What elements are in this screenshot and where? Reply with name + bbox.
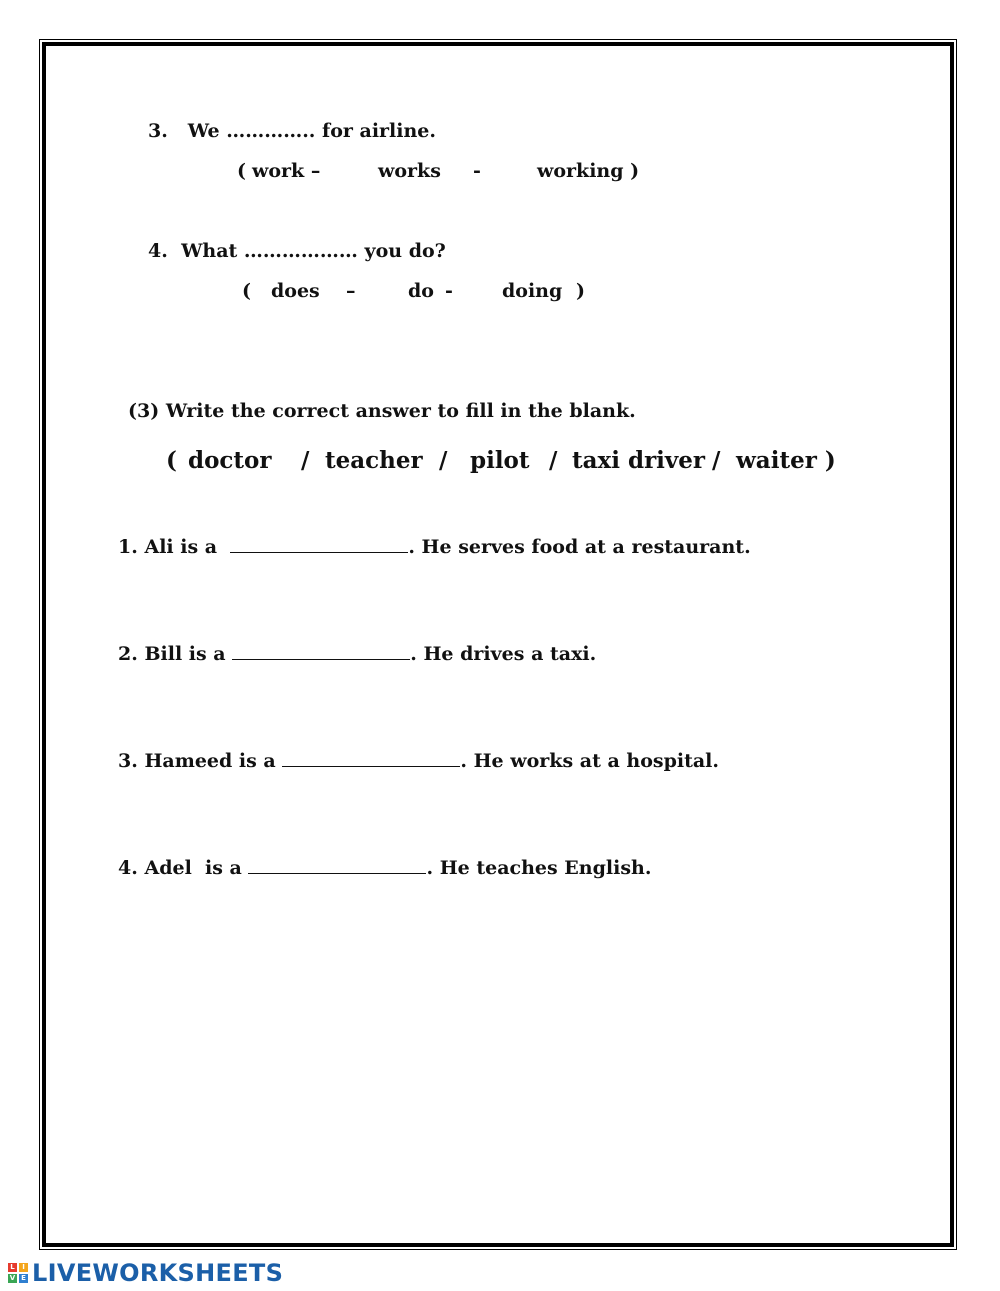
logo-block-v: V: [9, 1274, 16, 1282]
fill-item-4-after: . He teaches English.: [426, 857, 652, 879]
word-bank-teacher: teacher: [325, 447, 423, 474]
section-3-heading: (3) Write the correct answer to fill in the blank.: [128, 400, 636, 422]
q4-option-do[interactable]: do: [408, 280, 434, 302]
fill-item-3-blank[interactable]: [282, 748, 460, 767]
q3-option-works[interactable]: works: [378, 160, 441, 182]
word-bank-slash-3: /: [549, 447, 558, 474]
fill-item-4-before: 4. Adel is a: [118, 857, 249, 879]
q4-option-open: (: [242, 280, 251, 302]
word-bank-waiter: waiter ): [736, 447, 836, 474]
word-bank-slash-1: /: [301, 447, 310, 474]
fill-item-1-before: 1. Ali is a: [118, 536, 231, 558]
word-bank: [166, 447, 846, 475]
logo-blocks-icon: [8, 1263, 28, 1283]
q3-option-open: (: [237, 160, 246, 182]
fill-item-4: [118, 855, 651, 880]
fill-item-3: [118, 748, 719, 773]
word-bank-slash-2: /: [439, 447, 448, 474]
q3-option-work[interactable]: work –: [252, 160, 321, 182]
q4-option-does[interactable]: does: [271, 280, 320, 302]
word-bank-pilot: pilot: [470, 447, 530, 474]
question-4-options: [242, 279, 602, 303]
q4-option-separator-1: –: [346, 280, 356, 302]
word-bank-slash-4: /: [712, 447, 721, 474]
question-3-text: We ………….. for airline.: [187, 120, 437, 142]
question-4-text: What ……………… you do?: [181, 240, 446, 262]
question-3-line: [148, 119, 436, 143]
q4-option-close: ): [576, 280, 585, 302]
logo-block-e: E: [19, 1274, 28, 1283]
fill-item-2-before: 2. Bill is a: [118, 643, 233, 665]
q3-option-working[interactable]: working ): [537, 160, 640, 182]
q3-option-separator: -: [473, 160, 481, 182]
word-bank-open: (: [166, 447, 177, 474]
word-bank-taxi-driver: taxi driver: [572, 447, 706, 474]
question-3-number: 3.: [148, 120, 168, 142]
q4-option-separator-2: -: [445, 280, 453, 302]
fill-item-2-blank[interactable]: [232, 641, 410, 660]
fill-item-2: [118, 641, 596, 666]
question-4-number: 4.: [148, 240, 168, 262]
word-bank-doctor: doctor: [188, 447, 272, 474]
fill-item-1-blank[interactable]: [230, 534, 408, 553]
fill-item-1-after: . He serves food at a restaurant.: [408, 536, 751, 558]
logo-block-i: I: [19, 1263, 28, 1272]
liveworksheets-logo: [8, 1258, 283, 1288]
q4-option-doing[interactable]: doing: [502, 280, 563, 302]
fill-item-3-after: . He works at a hospital.: [460, 750, 719, 772]
logo-block-l: L: [8, 1263, 17, 1272]
fill-item-4-blank[interactable]: [248, 855, 426, 874]
logo-text: LIVEWORKSHEETS: [32, 1259, 284, 1287]
fill-item-3-before: 3. Hameed is a: [118, 750, 283, 772]
fill-item-2-after: . He drives a taxi.: [410, 643, 597, 665]
question-3-options: [237, 159, 657, 183]
fill-item-1: [118, 534, 751, 559]
question-4-line: [148, 239, 446, 263]
